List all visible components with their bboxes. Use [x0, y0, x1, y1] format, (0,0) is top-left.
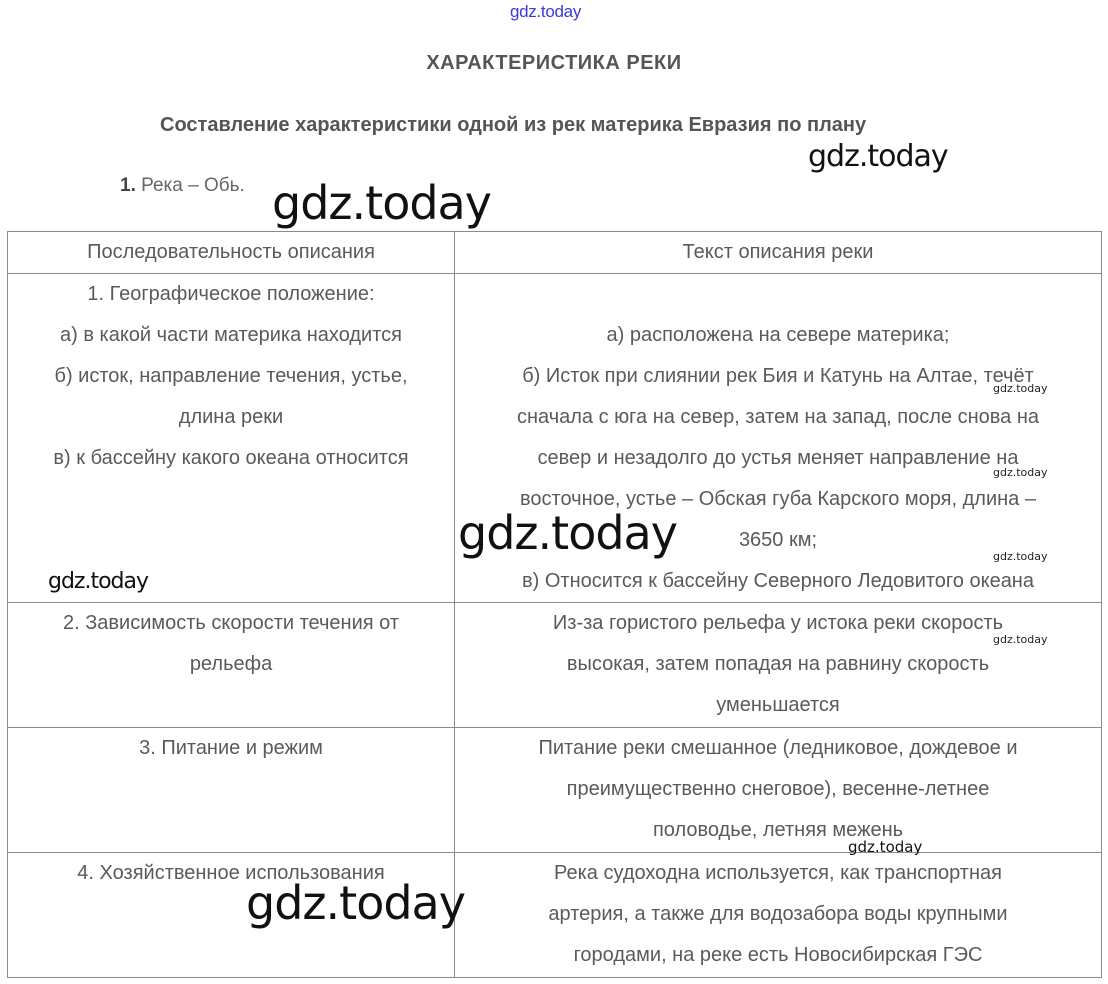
watermark: gdz.today [808, 139, 948, 174]
row3-right [455, 728, 1102, 853]
cell-line: восточное, устье – Обская губа Карского моря, длина – [520, 488, 1036, 510]
cell-line: преимущественно снеговое), весенне-летнее [566, 778, 990, 800]
cell-line: 2. Зависимость скорости течения от [62, 612, 400, 634]
river-number: 1. [120, 175, 136, 196]
watermark-top: gdz.today [510, 2, 582, 21]
cell-line: а) в какой части материка находится [60, 324, 402, 346]
cell-line: север и незадолго до устья меняет направление на [537, 447, 1019, 469]
cell-line: половодье, летняя межень [652, 819, 904, 841]
watermark: gdz.today [246, 876, 465, 930]
cell-line: длина реки [178, 406, 284, 428]
cell-line: б) исток, направление течения, устье, [54, 365, 408, 387]
cell-line: 4. Хозяйственное использования [77, 862, 385, 884]
table-row [8, 728, 1102, 853]
watermark: gdz.today [993, 633, 1048, 646]
river-description-table [7, 231, 1102, 978]
cell-line: Из-за гористого рельефа у истока реки скорость [552, 612, 1004, 634]
cell-line: 3650 км; [738, 529, 818, 551]
watermark: gdz.today [458, 506, 677, 560]
row4-right [455, 853, 1102, 978]
cell-line: Река судоходна используется, как транспортная [554, 862, 1002, 884]
cell-line: городами, на реке есть Новосибирская ГЭС [573, 944, 983, 966]
cell-line: 1. Географическое положение: [87, 283, 375, 305]
cell-line: Питание реки смешанное (ледниковое, дождевое и [538, 737, 1018, 759]
cell-line: 3. Питание и режим [139, 737, 323, 759]
river-name-line [120, 175, 245, 197]
table-row [8, 603, 1102, 728]
cell-line: а) расположена на севере материка; [606, 324, 950, 346]
cell-line: рельефа [189, 653, 273, 675]
cell-line: б) Исток при слиянии рек Бия и Катунь на Алтае, течёт [522, 365, 1034, 387]
page-title: ХАРАКТЕРИСТИКА РЕКИ [426, 52, 682, 74]
river-name: Река – Обь. [141, 175, 245, 196]
row3-left [8, 728, 455, 853]
table-row [8, 853, 1102, 978]
row2-right [455, 603, 1102, 728]
header-sequence: Последовательность описания [8, 232, 455, 274]
cell-line: артерия, а также для водозабора воды крупными [548, 903, 1008, 925]
table-header-row [8, 232, 1102, 274]
watermark: gdz.today [848, 838, 923, 856]
watermark: gdz.today [993, 550, 1048, 563]
header-text: Текст описания реки [455, 232, 1102, 274]
cell-line: в) к бассейну какого океана относится [53, 447, 409, 469]
cell-line: уменьшается [716, 694, 840, 716]
watermark: gdz.today [48, 569, 149, 594]
page-subtitle: Составление характеристики одной из рек материка Евразия по плану [160, 114, 867, 136]
cell-line: в) Относится к бассейну Северного Ледовитого океана [522, 570, 1034, 592]
row1-left [8, 274, 455, 603]
watermark: gdz.today [993, 466, 1048, 479]
cell-line: сначала с юга на север, затем на запад, после снова на [516, 406, 1039, 428]
row2-left [8, 603, 455, 728]
watermark: gdz.today [272, 176, 491, 230]
cell-line: высокая, затем попадая на равнину скорость [566, 653, 990, 675]
watermark: gdz.today [993, 382, 1048, 395]
